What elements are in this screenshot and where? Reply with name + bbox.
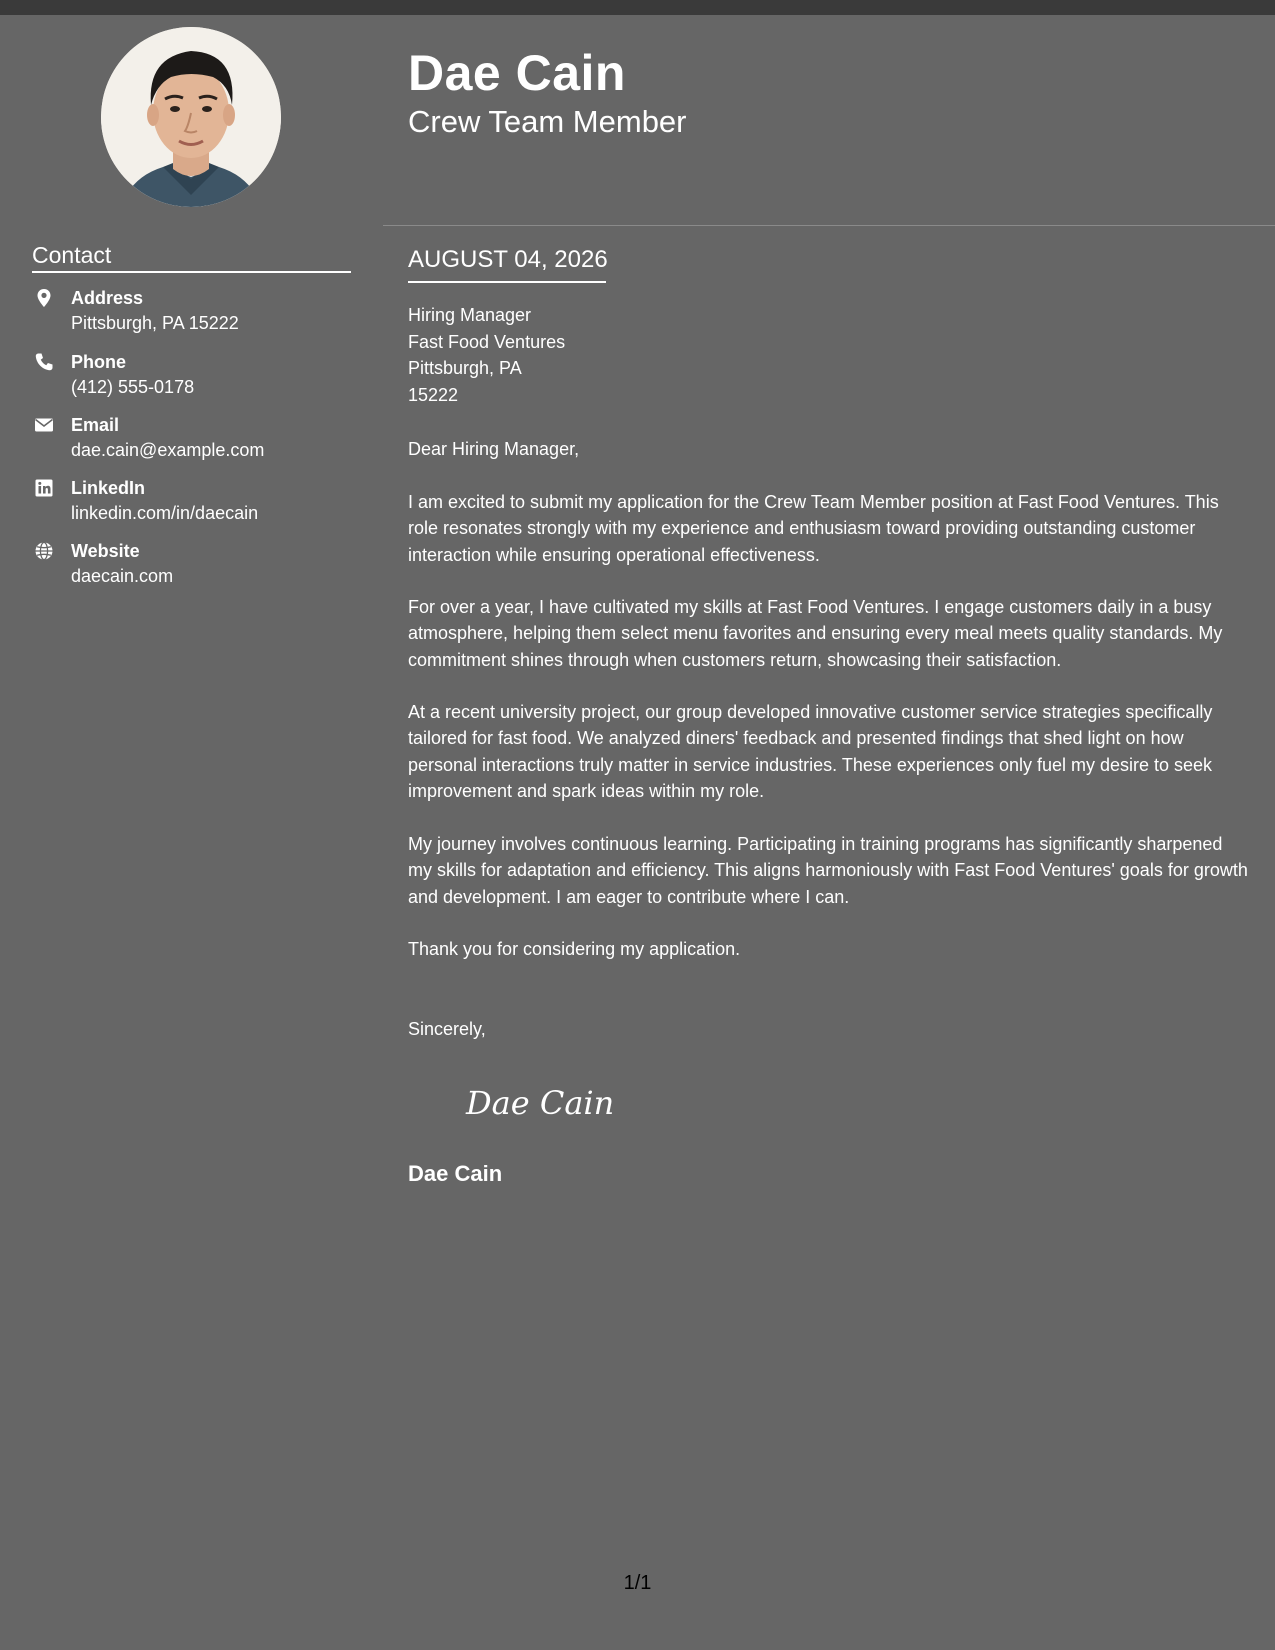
page-number: 1/1	[623, 1572, 652, 1594]
recipient-line: Pittsburgh, PA	[408, 358, 522, 378]
map-pin-icon	[34, 288, 54, 308]
contact-divider	[32, 271, 351, 273]
job-title: Crew Team Member	[408, 104, 687, 139]
contact-value: dae.cain@example.com	[71, 440, 265, 460]
top-bar	[0, 0, 1275, 15]
contact-heading: Contact	[32, 242, 112, 268]
contact-label: Address	[71, 288, 144, 308]
contact-linkedin	[32, 476, 352, 532]
contact-label: Phone	[71, 352, 127, 372]
date-underline	[408, 281, 606, 283]
contact-label: Email	[71, 415, 120, 435]
contact-label: LinkedIn	[71, 478, 146, 498]
candidate-name: Dae Cain	[408, 45, 626, 101]
signature-text: Dae Cain	[466, 1084, 615, 1122]
envelope-icon	[34, 415, 54, 435]
contact-value: daecain.com	[71, 566, 174, 586]
avatar	[101, 27, 281, 207]
contact-label: Website	[71, 541, 140, 561]
body-paragraph: My journey involves continuous learning. Participating in training programs has significantly sharpened my skills for adaptation and efficiency. This aligns harmoniously with Fast Food Ventures' goals for growth and development. I am eager to contribute where I can.	[408, 834, 1248, 907]
salutation: Dear Hiring Manager,	[408, 439, 580, 459]
body-paragraph: For over a year, I have cultivated my skills at Fast Food Ventures. I engage customers daily in a busy atmosphere, helping them select menu favorites and ensuring every meal meets quality standards. My commitment shines through when customers return, showcasing their satisfaction.	[408, 597, 1223, 670]
body-paragraph: Thank you for considering my application.	[408, 939, 741, 959]
contact-website	[32, 539, 352, 595]
recipient-block	[408, 302, 565, 408]
profile-photo	[101, 27, 281, 207]
header-divider	[383, 225, 1275, 226]
closing: Sincerely,	[408, 1019, 486, 1039]
contact-value: Pittsburgh, PA 15222	[71, 313, 239, 333]
body-paragraph: I am excited to submit my application for the Crew Team Member position at Fast Food Ventures. This role resonates strongly with my experience and enthusiasm toward providing outstanding customer interaction while ensuring operational effectiveness.	[408, 492, 1219, 565]
handwritten-signature	[462, 1076, 632, 1128]
contact-email	[32, 413, 352, 469]
linkedin-icon	[34, 478, 54, 498]
contact-value: linkedin.com/in/daecain	[71, 503, 259, 523]
letter-date: AUGUST 04, 2026	[408, 246, 608, 273]
contact-phone	[32, 350, 352, 406]
contact-value: (412) 555-0178	[71, 377, 195, 397]
recipient-line: 15222	[408, 384, 459, 405]
phone-icon	[34, 352, 54, 372]
globe-icon	[34, 541, 54, 561]
recipient-line: Hiring Manager	[408, 305, 532, 325]
body-paragraph: At a recent university project, our group developed innovative customer service strategies specifically tailored for fast food. We analyzed diners' feedback and presented findings that shed light on how personal interactions truly matter in service industries. These experiences only fuel my desire to seek improvement and spark ideas within my role.	[408, 702, 1213, 801]
recipient-line: Fast Food Ventures	[408, 331, 566, 352]
signer-name: Dae Cain	[408, 1161, 503, 1186]
contact-address	[32, 286, 352, 342]
